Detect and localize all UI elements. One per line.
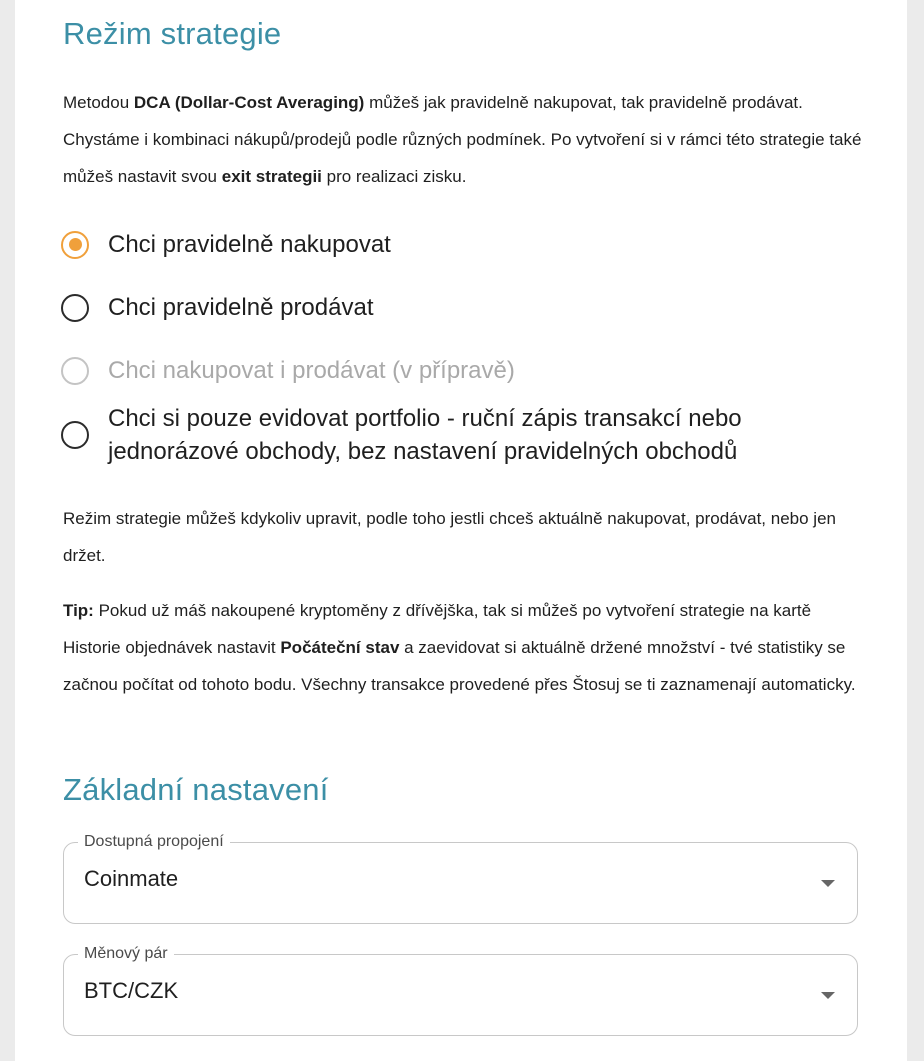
currency-pair-select-value: BTC/CZK xyxy=(84,978,179,1003)
currency-pair-select-label: Měnový pár xyxy=(78,944,174,964)
strategy-form-card xyxy=(15,0,907,1061)
strategy-mode-heading: Režim strategie xyxy=(63,16,282,51)
radio-label-portfolio-only: Chci si pouze evidovat portfolio - ruční zápis transakcí nebo jednorázové obchody, bez nastavení pravidelných obchodů xyxy=(108,405,742,465)
connection-select-value: Coinmate xyxy=(84,866,179,891)
radio-label-sell: Chci pravidelně prodávat xyxy=(108,294,374,321)
strategy-mode-note: Režim strategie můžeš kdykoliv upravit, podle toho jestli chceš aktuálně nakupovat, prodávat, nebo jen držet. xyxy=(63,509,836,565)
radio-button[interactable] xyxy=(61,421,89,449)
radio-button-disabled xyxy=(61,357,89,385)
currency-pair-select[interactable] xyxy=(63,945,858,1036)
strategy-intro-text: Metodou DCA (Dollar-Cost Averaging) můžeš jak pravidelně nakupovat, tak pravidelně prodávat. Chystáme i kombinaci nákupů/prodejů podle různých podmínek. Po vytvoření si v rámci této strategie také můžeš nastavit svou exit strategii pro realizaci zisku. xyxy=(63,93,862,186)
strategy-tip-text: Tip: Pokud už máš nakoupené kryptoměny z dřívějška, tak si můžeš po vytvoření strategie na kartě Historie objednávek nastavit Počáteční stav a zaevidovat si aktuálně držené množství - tvé statistiky se začnou počítat od tohoto bodu. Všechny transakce provedené přes Štosuj se ti zaznamenají automaticky. xyxy=(63,601,856,694)
connection-select[interactable] xyxy=(63,833,858,924)
caret-down-icon[interactable] xyxy=(821,880,835,887)
radio-option-buy[interactable] xyxy=(61,228,391,261)
radio-option-buy-and-sell xyxy=(61,354,515,387)
radio-button-selected[interactable] xyxy=(61,231,89,259)
radio-option-sell[interactable] xyxy=(61,291,374,324)
radio-label-buy-and-sell: Chci nakupovat i prodávat (v přípravě) xyxy=(108,357,515,384)
radio-button[interactable] xyxy=(61,294,89,322)
connection-select-label: Dostupná propojení xyxy=(78,832,230,852)
radio-option-portfolio-only[interactable] xyxy=(61,402,828,468)
radio-label-buy: Chci pravidelně nakupovat xyxy=(108,231,391,258)
caret-down-icon[interactable] xyxy=(821,992,835,999)
basic-settings-heading: Základní nastavení xyxy=(63,772,329,807)
